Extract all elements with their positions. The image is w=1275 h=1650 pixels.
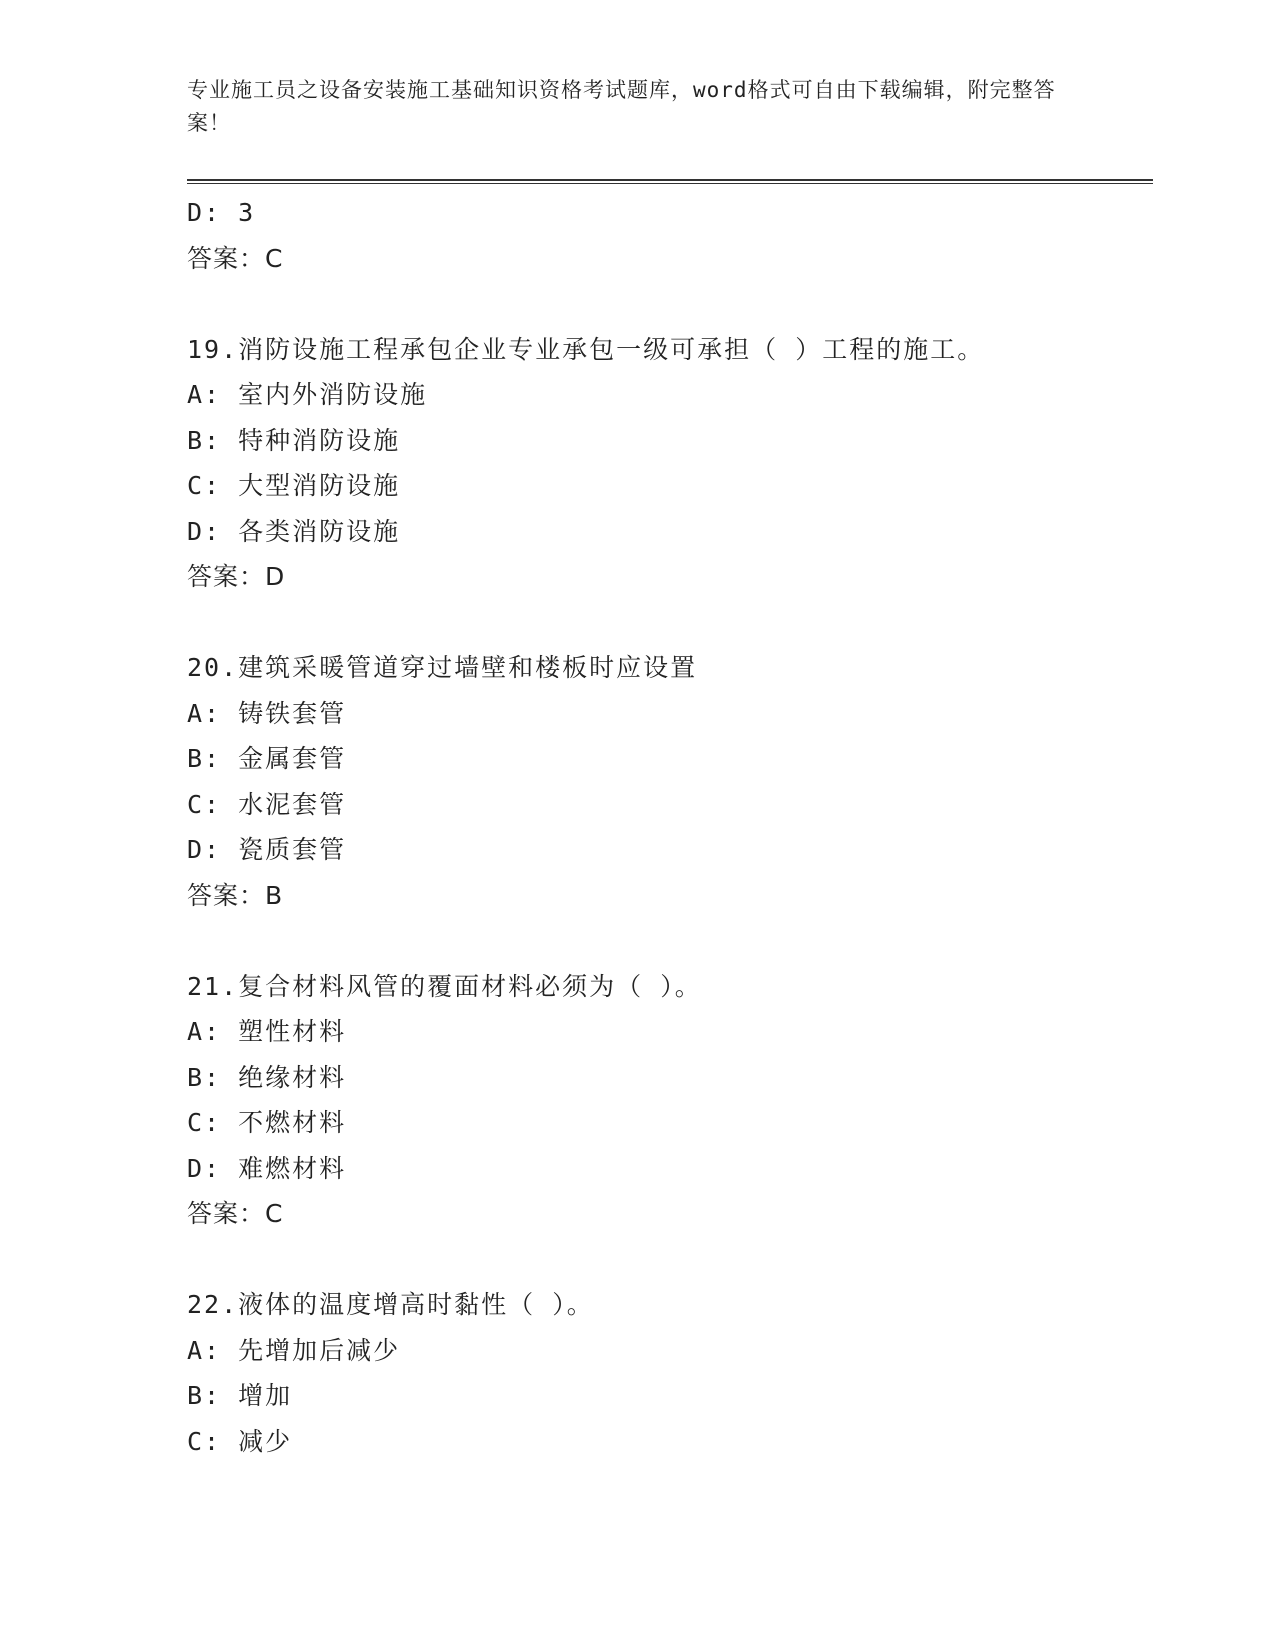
- answer-previous: 答案：C: [187, 243, 284, 273]
- question-stem: 22.液体的温度增高时黏性（ ）。: [187, 1290, 594, 1319]
- option-a: A: 先增加后减少: [187, 1335, 401, 1365]
- option-a: A: 铸铁套管: [187, 698, 347, 728]
- option-d: D: 瓷质套管: [187, 835, 347, 864]
- question-stem: 19.消防设施工程承包企业专业承包一级可承担（ ）工程的施工。: [187, 334, 985, 364]
- question-20: [187, 645, 1147, 918]
- header-divider: [187, 179, 1153, 184]
- option-b: B: 绝缘材料: [187, 1062, 347, 1092]
- option-b: B: 增加: [187, 1381, 293, 1410]
- answer: 答案：B: [187, 880, 284, 910]
- option-c: C: 不燃材料: [187, 1108, 347, 1137]
- option-d: D: 各类消防设施: [187, 516, 401, 546]
- answer: 答案：C: [187, 1199, 284, 1228]
- answer: 答案：D: [187, 562, 286, 591]
- option-c: C: 减少: [187, 1426, 293, 1456]
- question-21: [187, 964, 1147, 1237]
- question-19: [187, 327, 1147, 600]
- question-stem: 21.复合材料风管的覆面材料必须为（ ）。: [187, 971, 702, 1001]
- question-content: [187, 190, 1147, 1464]
- option-c: C: 水泥套管: [187, 789, 347, 819]
- option-a: A: 塑性材料: [187, 1017, 347, 1046]
- question-22: [187, 1282, 1147, 1464]
- option-b: B: 金属套管: [187, 744, 347, 773]
- option-d-previous: D: 3: [187, 198, 256, 227]
- option-c: C: 大型消防设施: [187, 471, 401, 500]
- option-d: D: 难燃材料: [187, 1153, 347, 1183]
- question-stem: 20.建筑采暖管道穿过墙壁和楼板时应设置: [187, 653, 698, 682]
- option-a: A: 室内外消防设施: [187, 380, 428, 409]
- option-b: B: 特种消防设施: [187, 425, 401, 455]
- page-header: 专业施工员之设备安装施工基础知识资格考试题库，word格式可自由下载编辑，附完整答案！: [187, 78, 1056, 135]
